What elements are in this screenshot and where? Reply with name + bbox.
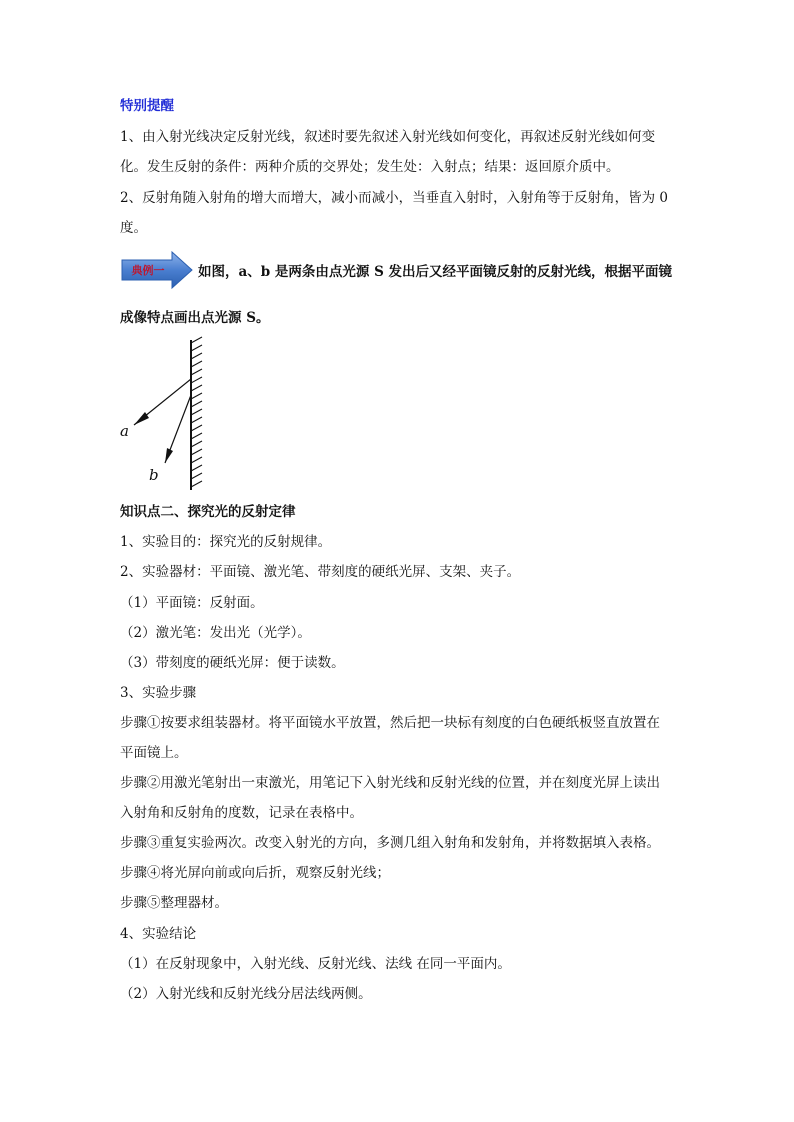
section2-item3: 3、实验步骤 — [120, 685, 197, 701]
example-badge-label: 典例一 — [131, 264, 165, 277]
step1-line1: 步骤①按要求组装器材。将平面镜水平放置，然后把一块标有刻度的白色硬纸板竖直放置在 — [120, 715, 660, 731]
ray-b-arrowhead-icon — [165, 448, 173, 463]
conclusion-2: （2）入射光线和反射光线分居法线两侧。 — [120, 986, 372, 1002]
reminder-p2-line1: 2、反射角随入射角的增大而增大，减小而减小，当垂直入射时，入射角等于反射角，皆为 0 — [120, 190, 668, 206]
reminder-p1-line2: 化。发生反射的条件：两种介质的交界处；发生处：入射点；结果：返回原介质中。 — [120, 159, 620, 175]
section2-item2: 2、实验器材：平面镜、激光笔、带刻度的硬纸光屏、支架、夹子。 — [120, 564, 521, 580]
section2-heading: 知识点二、探究光的反射定律 — [120, 504, 296, 520]
section2-sub2: （2）激光笔：发出光（光学）。 — [120, 625, 311, 641]
mirror-hatching — [191, 337, 202, 487]
step5: 步骤⑤整理器材。 — [120, 895, 228, 911]
section2-sub3: （3）带刻度的硬纸光屏：便于读数。 — [120, 655, 345, 671]
section2-item4: 4、实验结论 — [120, 926, 197, 942]
section2-item1: 1、实验目的：探究光的反射规律。 — [120, 534, 332, 550]
step2-line2: 入射角和反射角的度数，记录在表格中。 — [120, 805, 363, 821]
step3: 步骤③重复实验两次。改变入射光的方向，多测几组入射角和发射角，并将数据填入表格。 — [120, 835, 660, 851]
reminder-p2-line2: 度。 — [120, 220, 147, 236]
step4: 步骤④将光屏向前或向后折，观察反射光线； — [120, 865, 390, 881]
reminder-heading: 特别提醒 — [120, 98, 174, 114]
ray-label-b: b — [149, 466, 159, 484]
section2-sub1: （1）平面镜：反射面。 — [120, 595, 264, 611]
example-question-line1: 如图，a、b 是两条由点光源 S 发出后又经平面镜反射的反射光线，根据平面镜 — [198, 264, 673, 280]
conclusion-1: （1）在反射现象中，入射光线、反射光线、法线 在同一平面内。 — [120, 956, 511, 972]
mirror-figure — [110, 335, 220, 495]
step2-line1: 步骤②用激光笔射出一束激光，用笔记下入射光线和反射光线的位置，并在刻度光屏上读出 — [120, 775, 660, 791]
step1-line2: 平面镜上。 — [120, 745, 188, 761]
example-question-line2: 成像特点画出点光源 S。 — [120, 310, 270, 326]
example-badge-arrow-icon — [120, 250, 194, 290]
ray-label-a: a — [120, 422, 129, 440]
reminder-p1-line1: 1、由入射光线决定反射光线，叙述时要先叙述入射光线如何变化，再叙述反射光线如何变 — [120, 129, 656, 145]
